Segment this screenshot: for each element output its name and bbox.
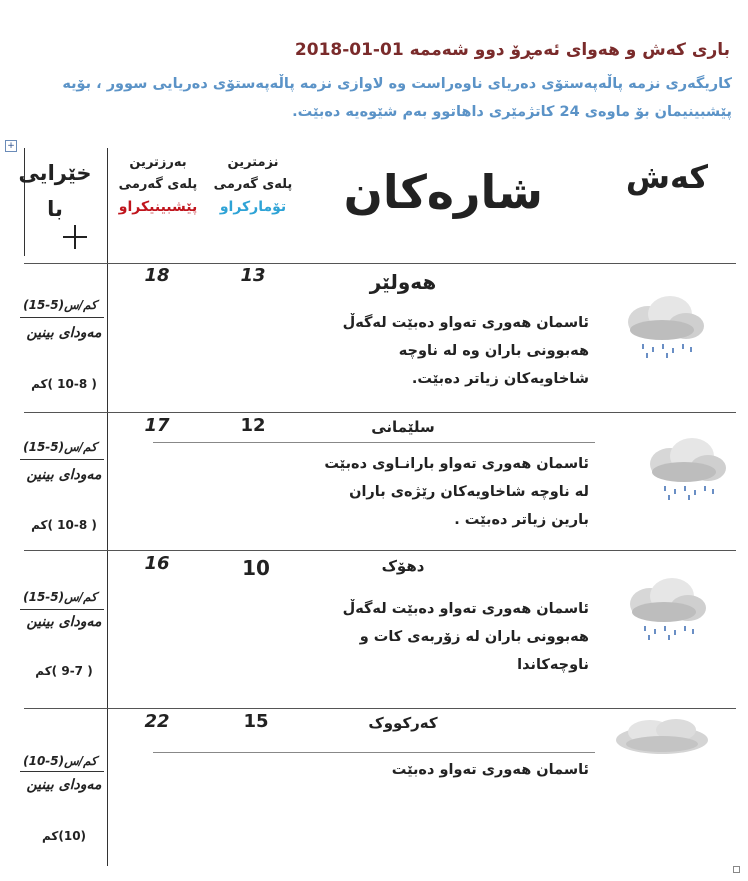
row-divider-2: [24, 550, 736, 551]
plus-icon: [63, 225, 87, 249]
row3-min: 10: [242, 556, 270, 580]
row2-min: 12: [240, 415, 266, 436]
wind-line2: با: [47, 197, 63, 221]
row2-city-underline: [153, 442, 595, 443]
row3-description: ئاسمان هەوری تەواو دەبێت لەگەڵ هەبوونی باران لە زۆربەی کات و ناوچەکاندا: [307, 595, 595, 705]
row2-wind: (15-5)کم/س: [23, 440, 97, 454]
overcast-cloud-icon: [612, 710, 712, 760]
date-label: 2018-01-01: [294, 40, 404, 60]
min-line2: پلەی گەرمی: [213, 177, 293, 192]
row4-wind: (10-5)کم/س: [23, 754, 97, 768]
row4-visibility-label: مەودای بینین: [26, 777, 102, 793]
header-cities: شارەکان: [343, 165, 543, 219]
max-line2: پلەی گەرمی: [118, 177, 198, 192]
table-left-border: [107, 148, 108, 866]
row2-wind-divider: [20, 459, 104, 460]
row4-min: 15: [243, 711, 269, 732]
row2-visibility: ( 10-8 )کم: [31, 518, 97, 532]
row1-wind: (15-5)کم/س: [23, 298, 97, 312]
row3-visibility: ( 9-7 )کم: [35, 664, 93, 678]
rain-cloud-icon: [620, 572, 712, 644]
row4-max: 22: [144, 711, 170, 732]
row2-visibility-label: مەودای بینین: [26, 467, 102, 483]
max-line1: بەرزترین: [129, 155, 187, 170]
table-move-handle-icon[interactable]: +: [5, 140, 17, 152]
header-max-temp: [108, 152, 208, 218]
row3-visibility-label: مەودای بینین: [26, 614, 102, 630]
row4-visibility: (10)کم: [41, 829, 87, 843]
rain-cloud-icon: [640, 432, 732, 504]
row3-city: دهۆک: [381, 557, 425, 575]
title-text: باری کەش و هەوای ئەمڕۆ دوو شەممە: [409, 40, 730, 60]
row1-min: 13: [240, 265, 266, 286]
header-min-temp: [208, 152, 298, 218]
row1-max: 18: [144, 265, 170, 286]
row3-wind: (15-5)کم/س: [23, 590, 97, 604]
row4-description: ئاسمان هەوری تەواو دەبێت: [307, 756, 595, 786]
row4-city-underline: [153, 752, 595, 753]
row2-city: سلێمانی: [371, 418, 435, 436]
row2-description: ئاسمان هەوری تەواو بارانـاوی دەبێت لە ناوچە شاخاویەکان رێژەی باران بارین زیاتر دەبێت .: [307, 450, 595, 546]
header-weather: کەش: [625, 158, 708, 196]
resize-handle-icon[interactable]: [733, 866, 740, 873]
row-divider-3: [24, 708, 736, 709]
row1-description: ئاسمان هەوری تەواو دەبێت لەگەڵ هەبوونی باران وە لە ناوچە شاخاویەکان زیاتر دەبێت.: [307, 309, 595, 395]
row1-city: هەولێر: [369, 270, 437, 294]
row1-visibility-label: مەودای بینین: [26, 325, 102, 341]
row2-max: 17: [144, 415, 170, 436]
min-line1: نزمترین: [227, 155, 279, 170]
row1-wind-divider: [20, 317, 104, 318]
header-wind: [10, 155, 100, 227]
rain-cloud-icon: [618, 290, 710, 362]
forecast-summary: کاریگەری نزمە پاڵەپەستۆی دەریای ناوەراست وە لاوازی نزمە پاڵەپەستۆی دەریایی سوور ، بۆیە پێشبینیمان بۆ ماوەی 24 کاتژمێری داهاتوو بەم شێوەیە دەبێت.: [62, 76, 732, 120]
row3-max: 16: [144, 553, 170, 574]
page-title: [230, 40, 730, 60]
header-divider: [24, 263, 736, 264]
wind-line1: خێرایی: [18, 161, 92, 185]
min-sub: تۆمارکراو: [219, 199, 287, 215]
max-sub: پێشبینیکراو: [118, 199, 198, 215]
row-divider-1: [24, 412, 736, 413]
row4-city: کەرکووک: [368, 714, 438, 732]
row1-visibility: ( 10-8 )کم: [31, 377, 97, 391]
